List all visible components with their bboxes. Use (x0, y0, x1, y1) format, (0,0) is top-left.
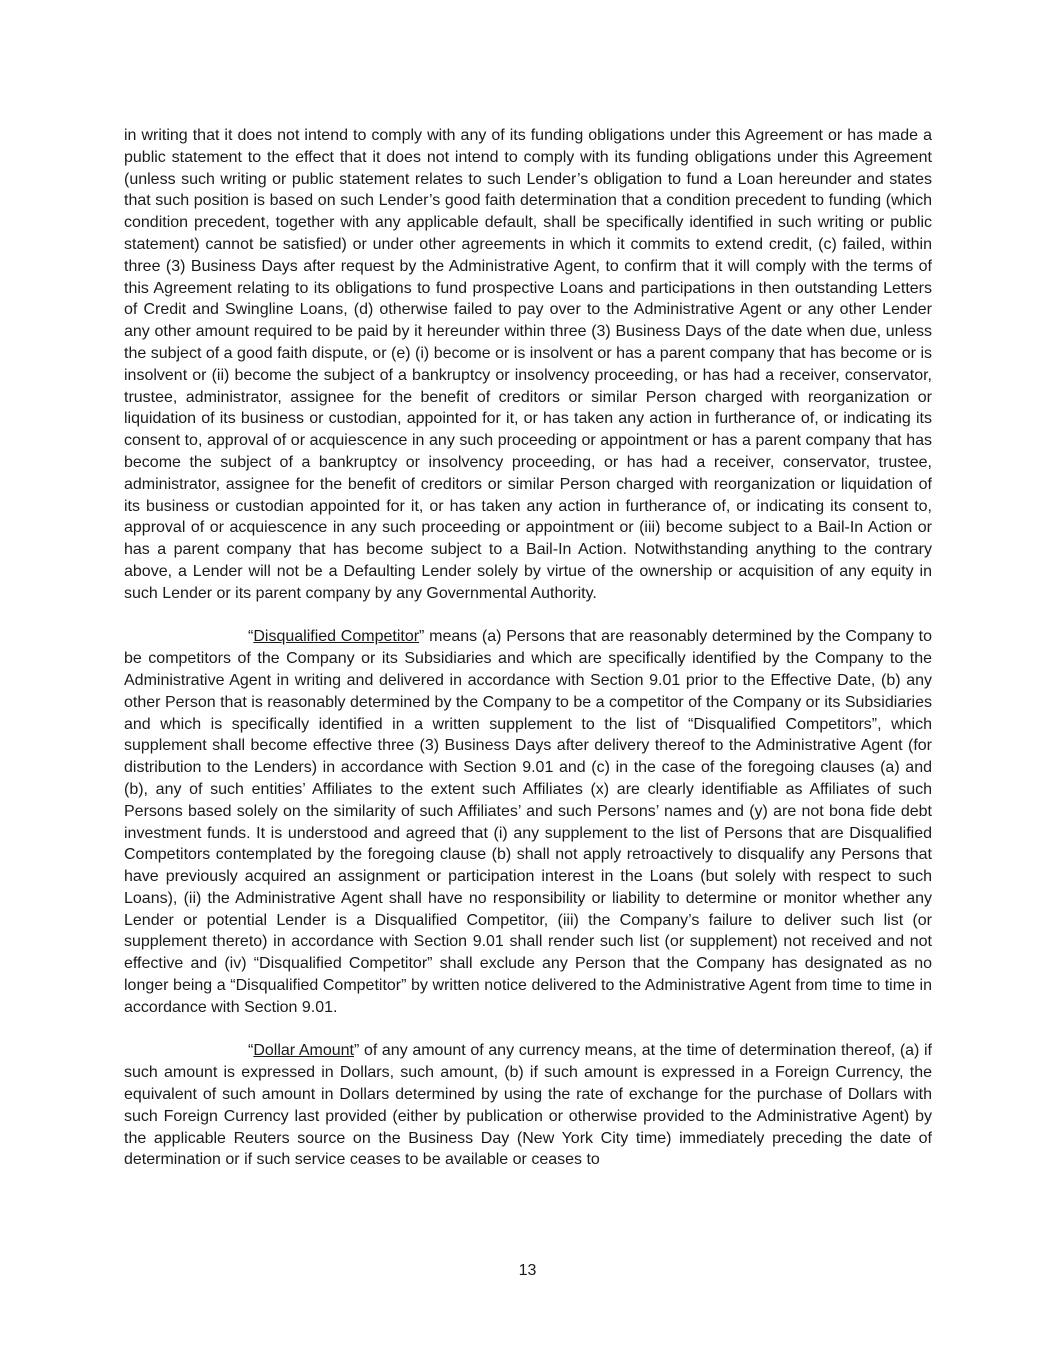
disqualified-competitor-definition (124, 626, 932, 1018)
dollar-amount-definition (124, 1040, 932, 1171)
definition-text: of any amount of any currency means, at the time of determination thereof, (a) if such amount is expressed in Dollars, such amount, (b) if such amount is expressed in a Foreign Currency, the equivalent of such amount in Dollars determined by using the rate of exchange for the purchase of Dollars with such Foreign Currency last provided (either by publication or otherwise provided to the Administrative Agent) by the applicable Reuters source on the Business Day (New York City time) immediately preceding the date of determination or if such service ceases to be available or ceases to (124, 1042, 932, 1169)
open-quote: “ (248, 628, 254, 646)
page-number: 13 (518, 1262, 537, 1279)
open-quote: “ (248, 1042, 254, 1060)
definition-text: means (a) Persons that are reasonably determined by the Company to be competitors of the Company or its Subsidiaries and which are specifically identified by the Company to the Administrative Agent in writing and delivered in accordance with Section 9.01 prior to the Effective Date, (b) any other Person that is reasonably determined by the Company to be a competitor of the Company or its Subsidiaries and which is specifically identified in a written supplement to the list of “Disqualified Competitors”, which supplement shall become effective three (3) Business Days after delivery thereof to the Administrative Agent (for distribution to the Lenders) in accordance with Section 9.01 and (c) in the case of the foregoing clauses (a) and (b), any of such entities’ Affiliates to the extent such Affiliates (x) are clearly identifiable as Affiliates of such Persons based solely on the similarity of such Affiliates’ and such Persons’ names and (y) are not bona fide debt investment funds. It is understood and agreed that (i) any supplement to the list of Persons that are Disqualified Competitors contemplated by the foregoing clause (b) shall not apply retroactively to disqualify any Persons that have previously acquired an assignment or participation interest in the Loans (but solely with respect to such Loans), (ii) the Administrative Agent shall have no responsibility or liability to determine or monitor whether any Lender or potential Lender is a Disqualified Competitor, (iii) the Company’s failure to deliver such list (or supplement thereto) in accordance with Section 9.01 shall render such list (or supplement) not received and not effective and (iv) “Disqualified Competitor” shall exclude any Person that the Company has designated as no longer being a “Disqualified Competitor” by written notice delivered to the Administrative Agent from time to time in accordance with Section 9.01. (124, 628, 933, 1016)
close-quote: ” (354, 1042, 360, 1060)
document-body (124, 125, 932, 1193)
defaulting-lender-continuation-paragraph: in writing that it does not intend to comply with any of its funding obligations under this Agreement or has made a public statement to the effect that it does not intend to comply with its funding obligations under this Agreement (unless such writing or public statement relates to such Lender’s obligation to fund a Loan hereunder and states that such position is based on such Lender’s good faith determination that a condition precedent to funding (which condition precedent, together with any applicable default, shall be specifically identified in such writing or public statement) cannot be satisfied) or under other agreements in which it commits to extend credit, (c) failed, within three (3) Business Days after request by the Administrative Agent, to confirm that it will comply with the terms of this Agreement relating to its obligations to fund prospective Loans and participations in then outstanding Letters of Credit and Swingline Loans, (d) otherwise failed to pay over to the Administrative Agent or any other Lender any other amount required to be paid by it hereunder within three (3) Business Days of the date when due, unless the subject of a good faith dispute, or (e) (i) become or is insolvent or has a parent company that has become or is insolvent or (ii) become the subject of a bankruptcy or insolvency proceeding, or has had a receiver, conservator, trustee, administrator, assignee for the benefit of creditors or similar Person charged with reorganization or liquidation of its business or custodian, appointed for it, or has taken any action in furtherance of, or indicating its consent to, approval of or acquiescence in any such proceeding or appointment or has a parent company that has become the subject of a bankruptcy or insolvency proceeding, or has had a receiver, conservator, trustee, administrator, assignee for the benefit of creditors or similar Person charged with reorganization or liquidation of its business or custodian appointed for it, or has taken any action in furtherance of, or indicating its consent to, approval of or acquiescence in any such proceeding or appointment or (iii) become subject to a Bail-In Action or has a parent company that has become subject to a Bail-In Action. Notwithstanding anything to the contrary above, a Lender will not be a Defaulting Lender solely by virtue of the ownership or acquisition of any equity in such Lender or its parent company by any Governmental Authority. (124, 127, 932, 602)
close-quote: ” (419, 628, 425, 646)
defined-term-dollar-amount: Dollar Amount (253, 1042, 354, 1060)
defined-term-disqualified-competitor: Disqualified Competitor (253, 628, 420, 646)
